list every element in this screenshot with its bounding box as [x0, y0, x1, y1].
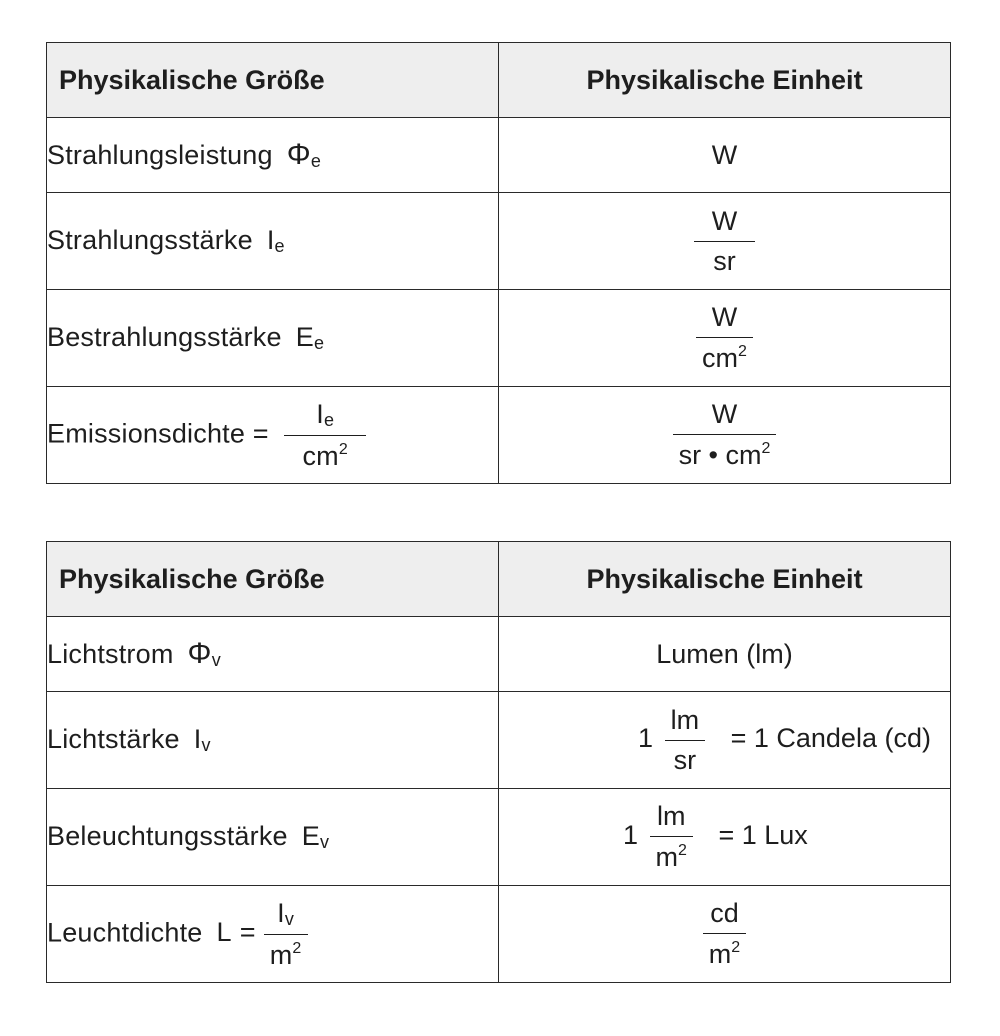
unit-fraction: $\frac{lm}{m^2}$: [650, 803, 693, 871]
unit-fraction: $\frac{lm}{sr}$: [665, 707, 706, 774]
unit-cell: [499, 290, 951, 387]
table-row: [47, 692, 951, 789]
header-physical-unit: Physikalische Einheit: [499, 542, 951, 617]
table-row: [47, 290, 951, 387]
quantity-name: Bestrahlungsstärke: [47, 322, 282, 352]
unit-cell: [499, 193, 951, 290]
unit-equivalence: = 1 Lux: [718, 820, 808, 851]
unit-cell: [499, 886, 951, 983]
table-header-row: [47, 542, 951, 617]
quantity-symbol: Ev: [301, 821, 330, 852]
table-row: [47, 789, 951, 886]
unit-fraction: $\frac{W}{sr}$: [694, 208, 755, 275]
unit-cell: W: [499, 118, 951, 193]
table-row: [47, 118, 951, 193]
unit-coefficient: 1: [623, 820, 639, 851]
unit-fraction: $\frac{W}{sr • cm^2}$: [673, 401, 777, 469]
unit-fraction: $\frac{W}{cm^2}$: [696, 304, 753, 372]
table-row: [47, 886, 951, 983]
quantity-symbol: L: [216, 917, 232, 948]
header-physical-quantity: Physikalische Größe: [47, 542, 499, 617]
quantity-symbol: Ee: [295, 322, 325, 353]
unit-fraction: $\frac{cd}{m^2}$: [703, 900, 746, 968]
unit-cell: Lumen (lm): [499, 617, 951, 692]
quantity-name: Strahlungsleistung: [47, 140, 273, 170]
photometric-units-table: [46, 541, 951, 983]
unit-cell: [499, 692, 951, 789]
quantity-symbol: Ie: [266, 225, 285, 256]
table-row: [47, 617, 951, 692]
equals-sign: =: [239, 917, 256, 948]
quantity-cell: [47, 886, 499, 983]
quantity-cell: [47, 193, 499, 290]
unit-equivalence: = 1 Candela (cd): [730, 723, 931, 754]
quantity-cell: [47, 692, 499, 789]
table-row: [47, 387, 951, 484]
quantity-cell: [47, 118, 499, 193]
quantity-name: Beleuchtungsstärke: [47, 821, 288, 851]
radiometric-units-table: [46, 42, 951, 484]
quantity-cell: [47, 617, 499, 692]
quantity-name: Lichtstärke: [47, 724, 180, 754]
quantity-cell: [47, 290, 499, 387]
table-row: [47, 193, 951, 290]
unit-cell: [499, 387, 951, 484]
header-physical-quantity: Physikalische Größe: [47, 43, 499, 118]
header-physical-unit: Physikalische Einheit: [499, 43, 951, 118]
quantity-symbol: Φe: [286, 138, 322, 171]
quantity-fraction: $\frac{Ie}{cm^2}$: [284, 401, 366, 470]
quantity-name: Leuchtdichte: [47, 917, 203, 948]
unit-cell: [499, 789, 951, 886]
quantity-fraction: $\frac{Iv}{m^2}$: [264, 900, 308, 969]
table-header-row: [47, 43, 951, 118]
quantity-cell: [47, 387, 499, 484]
quantity-name: Emissionsdichte =: [47, 418, 269, 449]
quantity-name: Lichtstrom: [47, 639, 174, 669]
quantity-symbol: Φv: [187, 637, 221, 670]
unit-coefficient: 1: [638, 723, 654, 754]
quantity-cell: [47, 789, 499, 886]
quantity-name: Strahlungsstärke: [47, 225, 253, 255]
quantity-symbol: Iv: [193, 724, 211, 755]
